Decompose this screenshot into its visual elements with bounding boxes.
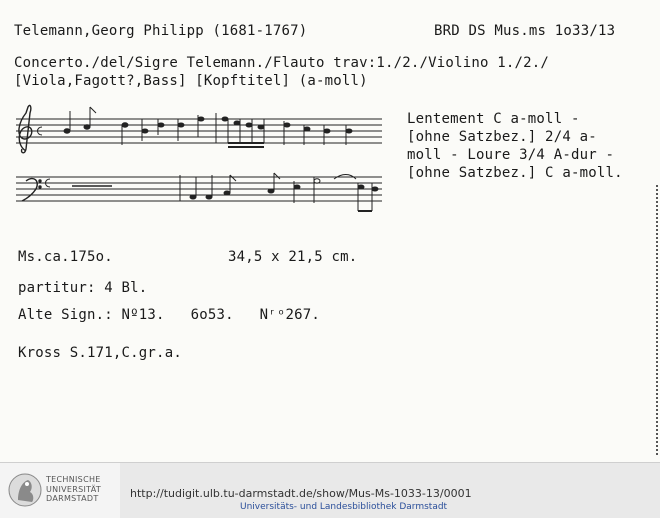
- movement-line-2: [ohne Satzbez.] 2/4 a-: [407, 129, 597, 145]
- source-url[interactable]: http://tudigit.ulb.tu-darmstadt.de/show/Mus-Ms-1033-13/0001: [130, 487, 472, 500]
- composer-heading: Telemann,Georg Philipp (1681-1767): [14, 23, 308, 39]
- old-signature: Alte Sign.: Nº13. 6o53. Nʳᵒ267.: [18, 307, 321, 323]
- title-line-1: Concerto./del/Sigre Telemann./Flauto trav:1./2./Violino 1./2./: [14, 55, 549, 71]
- logo-line-3: DARMSTADT: [46, 494, 99, 503]
- footer-bar: [0, 462, 660, 518]
- movement-line-4: [ohne Satzbez.] C a-moll.: [407, 165, 623, 181]
- logo-line-2: UNIVERSITÄT: [46, 484, 102, 494]
- athene-logo-icon: [8, 472, 42, 508]
- movement-line-1: Lentement C a-moll -: [407, 111, 580, 127]
- logo-text: [46, 475, 116, 504]
- movement-line-3: moll - Loure 3/4 A-dur -: [407, 147, 615, 163]
- manuscript-date: Ms.ca.175o.: [18, 249, 113, 265]
- title-line-2: [Viola,Fagott?,Bass] [Kopftitel] (a-moll): [14, 73, 368, 89]
- university-logo: [0, 463, 120, 518]
- dimensions: 34,5 x 21,5 cm.: [228, 249, 358, 265]
- reference: Kross S.171,C.gr.a.: [18, 345, 182, 361]
- shelfmark: BRD DS Mus.ms 1o33/13: [434, 23, 616, 39]
- logo-line-1: TECHNISCHE: [46, 475, 101, 484]
- partitur: partitur: 4 Bl.: [18, 280, 148, 296]
- library-name[interactable]: Universitäts- und Landesbibliothek Darmstadt: [240, 502, 448, 512]
- card-edge: [654, 185, 658, 455]
- music-incipit: [12, 101, 392, 219]
